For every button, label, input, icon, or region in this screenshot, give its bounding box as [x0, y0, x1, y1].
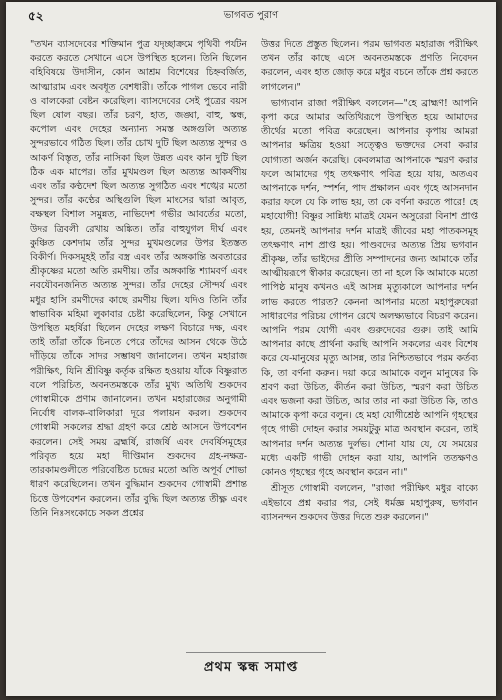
- right-paragraph-3: শ্রীসূত গোস্বামী বললেন, "রাজা পরীক্ষিৎ মধুর বাক্যে এইভাবে প্রশ্ন করার পর, সেই ধর্মজ্ঞ মহাপুরুষ, ভগবান ব্যাসনন্দন শুকদেব উত্তর দিতে শুরু করলেন।": [261, 483, 478, 523]
- running-title: ভাগবত পুরাণ: [223, 10, 279, 21]
- right-column: [261, 38, 478, 638]
- footer-divider: [186, 652, 326, 653]
- book-page: [6, 2, 496, 696]
- text-columns: [30, 38, 478, 638]
- page-number: ৫২: [28, 9, 44, 23]
- right-paragraph-1: উত্তর দিতে প্রস্তুত ছিলেন। পরম ভাগবত মহারাজ পরীক্ষিৎ তখন তাঁর কাছে এসে অবনতমস্তকে প্রণতি নিবেদন করলেন, এবং হাত জোড় করে মধুর বচনে তাঁকে প্রশ্ন করতে লাগলেন।": [261, 39, 478, 93]
- left-column: [30, 38, 247, 638]
- page-header: [6, 8, 496, 26]
- right-paragraph-2: ভাগ্যবান রাজা পরীক্ষিৎ বললেন—"হে ব্রাহ্মণ! আপনি কৃপা করে আমার অতিথিরূপে উপস্থিত হয়ে আমাদের তীর্থের মতো পবিত্র করেছেন। আপনার কৃপায় আমরা আপনার ক্ষত্রিয় হওয়া সত্ত্বেও ভক্তদের সেবা করার যোগ্যতা অর্জন করেছি। কেবলমাত্র আপনাকে স্মরণ করার ফলে আমাদের গৃহ তৎক্ষণাৎ পবিত্র হয়ে যায়, অতএব আপনাকে দর্শন, স্পর্শন, পাদ প্রক্ষালন এবং গৃহে আসনদান করার ফলে যে কি লাভ হয়, তা কে বর্ণনা করতে পারে! হে মহাযোগী! বিষ্ণুর সান্নিধ্য মাত্রই যেমন অসুরেরা বিনাশ প্রাপ্ত হয়, তেমনই আপনার দর্শন মাত্রই জীবের মহা পাতকসমূহ তৎক্ষণাৎ নাশ প্রাপ্ত হয়। পাণ্ডবদের অত্যন্ত প্রিয় ভগবান শ্রীকৃষ্ণ, তাঁর ভাইদের প্রীতি সম্পাদনের জন্য আমাকে তাঁর আত্মীয়রূপে স্বীকার করেছেন। তা না হলে কি আমাকে মতো পাপিষ্ঠ মানুষ কখনও এই আসন্ন মৃত্যুকালে আপনার দর্শন লাভ করতে পারত? কেননা আপনার মতো মহাপুরুষেরা সাধারণের পরিচয় গোপন রেখে অলক্ষ্যভাবে বিচরণ করেন। আপনি পরম যোগী এবং গুরুদেবের গুরু। তাই আমি আপনার কাছে প্রার্থনা করছি আপনি সকলের এবং বিশেষ করে যে-মানুষের মৃত্যু আসন্ন, তার নিশ্চিতভাবে পরম কর্তব্য কি, তা বর্ণনা করুন। দয়া করে আমাকে বলুন মানুষের কি শ্রবণ করা উচিত, কীর্তন করা উচিত, স্মরণ করা উচিত এবং ভজনা করা উচিত, আর তার না করা উচিত কি, তাও আমাকে কৃপা করে বলুন। হে মহা যোগীশ্রেষ্ঠ আপনি গৃহস্থের গৃহে গাভী দোহন করার সময়টুকু মাত্র অবস্থান করেন, তাই আপনার দর্শন অত্যন্ত দুর্লভ। শোনা যায় যে, যে সময়ের মধ্যে একটি গাভী দোহন করা যায়, আপনি ততক্ষণও কোনও গৃহস্থের গৃহে অবস্থান করেন না।": [261, 97, 478, 479]
- section-end-title: প্রথম স্কন্ধ সমাপ্ত: [203, 660, 299, 675]
- left-paragraph-1: "তখন ব্যাসদেবের শক্তিমান পুত্র যদৃচ্ছাক্রমে পৃথিবী পর্যটন করতে করতে সেখানে এসে উপস্থিত হলেন। তিনি ছিলেন বহিবিষয়ে উদাসীন, কোন আশ্রম বিশেষের চিহ্নবর্জিত, আত্মারাম এবং অবধূত বেশধারী। তাঁকে পাগল ভেবে নারী ও বালকেরা বেষ্টন করেছিল। ব্যাসদেবের সেই পুত্রের বয়স ছিল ষোল বছর। তাঁর চরণ, হাত, জঙ্ঘা, বাহু, স্কন্ধ, কপোল এবং দেহের অন্যান্য সমস্ত অঙ্গগুলি অত্যন্ত সুন্দরভাবে গঠিত ছিল। তাঁর চোখ দুটি ছিল অত্যন্ত সুন্দর ও আকর্ণ বিস্তৃত, তাঁর নাসিকা ছিল উন্নত এবং কান দুটি ছিল ঠিক এক মাপের। তাঁর মুখমণ্ডল ছিল অত্যন্ত আকর্ষণীয় এবং তাঁর কণ্ঠদেশ ছিল অত্যন্ত সুগঠিত এবং শঙ্খের মতো সুন্দর। তাঁর কণ্ঠের অস্থিগুলি ছিল মাংসের দ্বারা আবৃত, বক্ষস্থল বিশাল সমুন্নত, নাভিদেশ গভীর আবর্তের মতো, উদর ত্রিবলী রেখায় অঙ্কিত। তাঁর বাহুযুগল দীর্ঘ এবং কুঞ্চিত কেশদাম তাঁর সুন্দর মুখমণ্ডলের উপর ইতস্তত বিকীর্ণ। দিকসমূহই তাঁর বস্ত্র এবং তাঁর অঙ্গকান্তি অবতারের শ্রীকৃষ্ণের মতো অতি রমণীয়। তাঁর অঙ্গকান্তি শ্যামবর্ণ এবং নবযৌবনজনিত অত্যন্ত সুন্দর। তাঁর দেহের সৌন্দর্য এবং মধুর হাসি রমণীদের কাছে রমণীয় ছিল। যদিও তিনি তাঁর স্বাভাবিক মহিমা লুকাবার চেষ্টা করেছিলেন, কিন্তু সেখানে উপস্থিত মহর্ষিরা ছিলেন দেহের লক্ষণ বিচারে দক্ষ, এবং তাই তাঁরা তাঁকে চিনতে পেরে তাঁদের আসন থেকে উঠে দাঁড়িয়ে তাঁকে সাদর সম্ভাষণ জানালেন। তখন মহারাজ পরীক্ষিৎ, যিনি শ্রীবিষ্ণু কর্তৃক রক্ষিত হওয়ায় যাঁকে বিষ্ণুরাত বলে পরিচিত, অবনতমস্তকে তাঁর মুখ্য অতিথি শুকদেব গোস্বামীকে প্রণাম জানালেন। তখন মহারাজের অনুগামী নির্বোধ বালক-বালিকারা দূরে পলায়ন করল। শুকদেব গোস্বামী সকলের শ্রদ্ধা গ্রহণ করে শ্রেষ্ঠ আসনে উপবেশন করলেন। সেই সময় ব্রহ্মর্ষি, রাজর্ষি এবং দেবর্ষিসমূহের পরিবৃত হয়ে মহা দীপ্তিমান শুকদেব গ্রহ-নক্ষত্র-তারকামণ্ডলীতে পরিবেষ্টিত চন্দ্রের মতো অতি অপূর্ব শোভা ধারণ করেছিলেন। তখন বুদ্ধিমান শুকদেব গোস্বামী প্রশান্ত চিত্তে উপবেশন করলেন। তাঁর বুদ্ধি ছিল অত্যন্ত তীক্ষ্ণ এবং তিনি নিঃসংকোচে সকল প্রশ্নের: [30, 39, 247, 519]
